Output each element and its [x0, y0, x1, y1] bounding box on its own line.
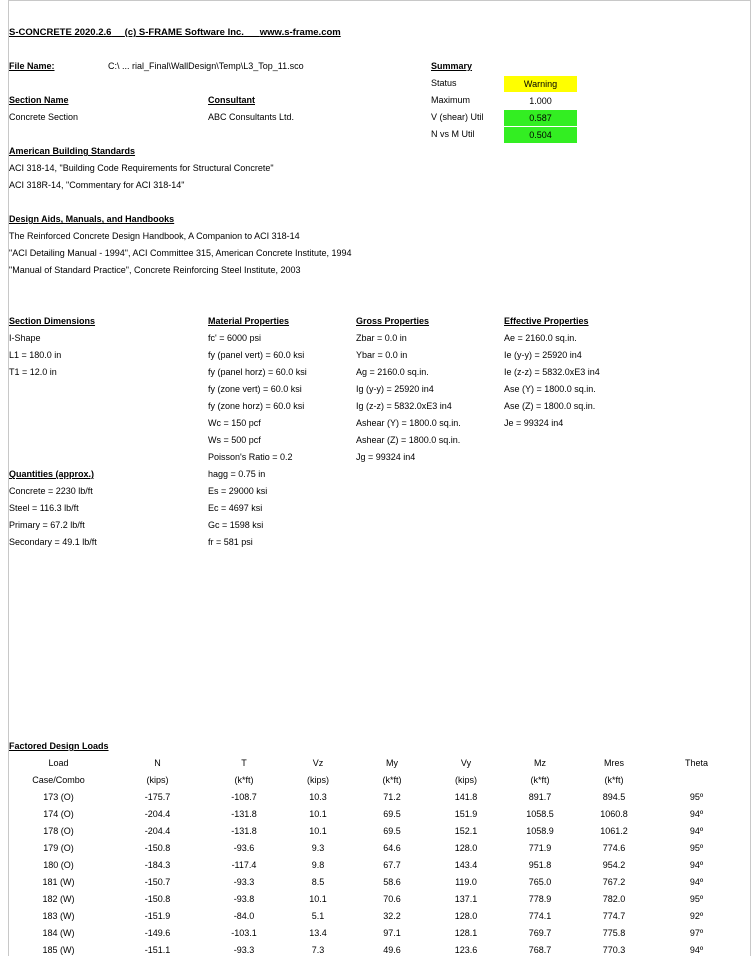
table-cell: -149.6: [144, 928, 171, 938]
report-page: [8, 0, 751, 956]
table-row: [9, 891, 742, 908]
table-cell: 891.7: [528, 792, 552, 802]
table-cell: 64.6: [383, 843, 401, 853]
factored-loads-table: [9, 755, 742, 956]
column-unit: (kips): [146, 775, 169, 785]
table-cell: 95º: [689, 792, 704, 802]
table-cell: 94º: [689, 860, 704, 870]
loads-units-row: [9, 772, 742, 789]
table-cell: 768.7: [528, 945, 552, 955]
table-cell: 771.9: [528, 843, 552, 853]
table-cell: 182 (W): [42, 894, 75, 904]
quantity-item: Concrete = 2230 lb/ft: [9, 486, 93, 496]
table-cell: 69.5: [383, 826, 401, 836]
table-cell: 69.5: [383, 809, 401, 819]
summary-status-label: Status: [431, 78, 457, 88]
dimension-item: T1 = 12.0 in: [9, 367, 57, 377]
column-header: N: [154, 758, 161, 768]
table-row: [9, 874, 742, 891]
standard-item: ACI 318R-14, "Commentary for ACI 318-14": [9, 180, 185, 190]
table-row: [9, 925, 742, 942]
gross-item: Ag = 2160.0 sq.in.: [356, 367, 429, 377]
material-item: Ws = 500 pcf: [208, 435, 261, 445]
table-cell: 185 (W): [42, 945, 75, 955]
table-cell: 1058.5: [526, 809, 554, 819]
material-item: fy (zone vert) = 60.0 ksi: [208, 384, 302, 394]
loads-header-row: [9, 755, 742, 772]
standard-item: ACI 318-14, "Building Code Requirements for Structural Concrete": [9, 163, 274, 173]
table-cell: 137.1: [454, 894, 478, 904]
table-row: [9, 942, 742, 956]
column-header: Vz: [312, 758, 324, 768]
table-cell: -93.3: [233, 945, 255, 955]
table-cell: -184.3: [144, 860, 171, 870]
table-cell: 774.6: [602, 843, 626, 853]
app-title: S-CONCRETE 2020.2.6: [9, 27, 112, 38]
table-cell: 95º: [689, 843, 704, 853]
table-cell: 151.9: [454, 809, 478, 819]
quantity-item: Steel = 116.3 lb/ft: [9, 503, 79, 513]
table-cell: 1060.8: [600, 809, 628, 819]
table-cell: 1058.9: [526, 826, 554, 836]
material-item: fc' = 6000 psi: [208, 333, 262, 343]
effective-item: Ie (z-z) = 5832.0xE3 in4: [504, 367, 600, 377]
dimension-item: I-Shape: [9, 333, 41, 343]
table-cell: 9.8: [311, 860, 325, 870]
design-aid-item: "Manual of Standard Practice", Concrete Reinforcing Steel Institute, 2003: [9, 265, 301, 275]
table-cell: 95º: [689, 894, 704, 904]
table-cell: 8.5: [311, 877, 325, 887]
table-cell: -150.8: [144, 894, 171, 904]
table-cell: -93.3: [233, 877, 255, 887]
column-unit: [651, 772, 742, 789]
table-cell: 7.3: [311, 945, 325, 955]
summary-status-value: Warning: [504, 76, 577, 92]
column-header: Mres: [604, 758, 624, 768]
column-header: Theta: [684, 758, 708, 768]
table-cell: 70.6: [383, 894, 401, 904]
column-header: Mz: [534, 758, 546, 768]
design-aid-item: The Reinforced Concrete Design Handbook, A Companion to ACI 318-14: [9, 231, 300, 241]
table-cell: 94º: [689, 826, 704, 836]
section-name-value: Concrete Section: [9, 112, 79, 122]
table-cell: 32.2: [383, 911, 401, 921]
table-cell: 97º: [689, 928, 704, 938]
table-cell: 951.8: [528, 860, 552, 870]
column-header: Vy: [460, 758, 472, 768]
table-cell: 92º: [689, 911, 704, 921]
material-item: fy (panel horz) = 60.0 ksi: [208, 367, 307, 377]
table-cell: 184 (W): [42, 928, 75, 938]
quantity-item: Secondary = 49.1 lb/ft: [9, 537, 97, 547]
design-aid-item: "ACI Detailing Manual - 1994", ACI Committee 315, American Concrete Institute, 1994: [9, 248, 352, 258]
table-cell: 58.6: [383, 877, 401, 887]
table-cell: -108.7: [231, 792, 257, 802]
table-cell: 174 (O): [43, 809, 74, 819]
website-link[interactable]: www.s-frame.com: [259, 27, 341, 38]
table-cell: 5.1: [311, 911, 325, 921]
table-cell: -117.4: [231, 860, 257, 870]
table-cell: 13.4: [309, 928, 327, 938]
gross-item: Ig (y-y) = 25920 in4: [356, 384, 434, 394]
consultant-heading: Consultant: [208, 95, 255, 105]
table-cell: -150.8: [144, 843, 171, 853]
table-cell: 71.2: [383, 792, 401, 802]
table-cell: 94º: [689, 877, 704, 887]
material-item: hagg = 0.75 in: [208, 469, 266, 479]
table-cell: -103.1: [231, 928, 257, 938]
table-cell: 49.6: [383, 945, 401, 955]
gross-item: Zbar = 0.0 in: [356, 333, 407, 343]
column-unit: (k*ft): [234, 775, 254, 785]
table-cell: -131.8: [231, 826, 257, 836]
material-item: Gc = 1598 ksi: [208, 520, 264, 530]
gross-item: Ashear (Y) = 1800.0 sq.in.: [356, 418, 461, 428]
table-cell: 774.7: [602, 911, 626, 921]
factored-loads-heading: Factored Design Loads: [9, 741, 109, 751]
column-unit: (k*ft): [530, 775, 550, 785]
file-path: C:\ ... rial_Final\WallDesign\Temp\L3_Top_11.sco: [108, 61, 304, 71]
table-cell: 180 (O): [43, 860, 74, 870]
column-unit: Case/Combo: [32, 775, 85, 785]
table-cell: 10.1: [309, 809, 327, 819]
table-row: [9, 857, 742, 874]
file-name-label: File Name:: [9, 61, 55, 71]
section-dimensions-heading: Section Dimensions: [9, 316, 96, 326]
table-cell: -93.8: [233, 894, 255, 904]
table-cell: 67.7: [383, 860, 401, 870]
gross-item: Ashear (Z) = 1800.0 sq.in.: [356, 435, 461, 445]
table-cell: 778.9: [528, 894, 552, 904]
effective-item: Je = 99324 in4: [504, 418, 564, 428]
table-cell: 765.0: [528, 877, 552, 887]
quantity-item: Primary = 67.2 lb/ft: [9, 520, 85, 530]
summary-maximum-value: 1.000: [529, 96, 552, 106]
design-aids-heading: Design Aids, Manuals, and Handbooks: [9, 214, 175, 224]
gross-item: Jg = 99324 in4: [356, 452, 416, 462]
table-cell: 10.1: [309, 894, 327, 904]
column-unit: (k*ft): [604, 775, 624, 785]
table-cell: 119.0: [455, 877, 477, 887]
table-cell: -93.6: [233, 843, 255, 853]
material-item: fr = 581 psi: [208, 537, 253, 547]
column-unit: (k*ft): [382, 775, 402, 785]
table-cell: 97.1: [383, 928, 401, 938]
table-cell: -175.7: [144, 792, 171, 802]
copyright-text: (c) S-FRAME Software Inc.: [124, 27, 244, 38]
table-cell: 128.0: [454, 843, 478, 853]
gross-item: Ybar = 0.0 in: [356, 350, 408, 360]
quantities-heading: Quantities (approx.): [9, 469, 95, 479]
column-unit: (kips): [455, 775, 477, 785]
table-cell: 775.8: [602, 928, 626, 938]
summary-nm-util-label: N vs M Util: [431, 129, 475, 139]
table-row: [9, 806, 742, 823]
table-cell: 181 (W): [42, 877, 75, 887]
material-item: Poisson's Ratio = 0.2: [208, 452, 293, 462]
table-cell: 9.3: [311, 843, 325, 853]
material-item: Es = 29000 ksi: [208, 486, 268, 496]
material-properties-heading: Material Properties: [208, 316, 290, 326]
table-cell: 769.7: [528, 928, 552, 938]
column-header: T: [241, 758, 247, 768]
effective-item: Ae = 2160.0 sq.in.: [504, 333, 577, 343]
table-row: [9, 908, 742, 925]
table-cell: 10.3: [309, 792, 327, 802]
summary-maximum-label: Maximum: [431, 95, 471, 105]
table-cell: 128.1: [454, 928, 478, 938]
table-cell: -151.9: [144, 911, 171, 921]
column-header: My: [386, 758, 398, 768]
table-cell: 954.2: [602, 860, 626, 870]
loads-table-body: [9, 755, 742, 956]
table-cell: 782.0: [602, 894, 626, 904]
table-cell: 123.6: [454, 945, 478, 955]
table-cell: 141.8: [454, 792, 478, 802]
table-cell: -204.4: [144, 809, 171, 819]
table-cell: -204.4: [144, 826, 171, 836]
table-cell: 774.1: [528, 911, 552, 921]
column-unit: (kips): [307, 775, 329, 785]
table-cell: 1061.2: [600, 826, 628, 836]
table-cell: 94º: [689, 945, 704, 955]
material-item: Wc = 150 pcf: [208, 418, 261, 428]
summary-shear-util-label: V (shear) Util: [431, 112, 484, 122]
table-cell: 179 (O): [43, 843, 74, 853]
summary-shear-util-value: 0.587: [504, 110, 577, 126]
table-cell: 770.3: [602, 945, 626, 955]
table-cell: 894.5: [602, 792, 626, 802]
section-name-heading: Section Name: [9, 95, 69, 105]
table-cell: 10.1: [309, 826, 327, 836]
table-row: [9, 789, 742, 806]
table-row: [9, 823, 742, 840]
table-cell: 94º: [689, 809, 704, 819]
table-cell: 178 (O): [43, 826, 74, 836]
table-row: [9, 840, 742, 857]
table-cell: 767.2: [602, 877, 626, 887]
table-cell: 143.4: [454, 860, 478, 870]
table-cell: -131.8: [231, 809, 257, 819]
material-item: fy (zone horz) = 60.0 ksi: [208, 401, 305, 411]
table-cell: -84.0: [233, 911, 255, 921]
effective-item: Ie (y-y) = 25920 in4: [504, 350, 582, 360]
standards-heading: American Building Standards: [9, 146, 136, 156]
table-cell: -150.7: [144, 877, 171, 887]
material-item: fy (panel vert) = 60.0 ksi: [208, 350, 305, 360]
column-header: Load: [48, 758, 69, 768]
summary-nm-util-value: 0.504: [504, 127, 577, 143]
table-cell: 183 (W): [42, 911, 75, 921]
gross-properties-heading: Gross Properties: [356, 316, 430, 326]
material-item: Ec = 4697 ksi: [208, 503, 263, 513]
table-cell: 128.0: [454, 911, 478, 921]
table-cell: -151.1: [144, 945, 171, 955]
report-header: [9, 27, 341, 38]
effective-item: Ase (Y) = 1800.0 sq.in.: [504, 384, 596, 394]
effective-item: Ase (Z) = 1800.0 sq.in.: [504, 401, 596, 411]
dimension-item: L1 = 180.0 in: [9, 350, 62, 360]
effective-properties-heading: Effective Properties: [504, 316, 589, 326]
table-cell: 152.1: [454, 826, 478, 836]
consultant-value: ABC Consultants Ltd.: [208, 112, 295, 122]
summary-heading: Summary: [431, 61, 473, 71]
table-cell: 173 (O): [43, 792, 74, 802]
gross-item: Ig (z-z) = 5832.0xE3 in4: [356, 401, 452, 411]
